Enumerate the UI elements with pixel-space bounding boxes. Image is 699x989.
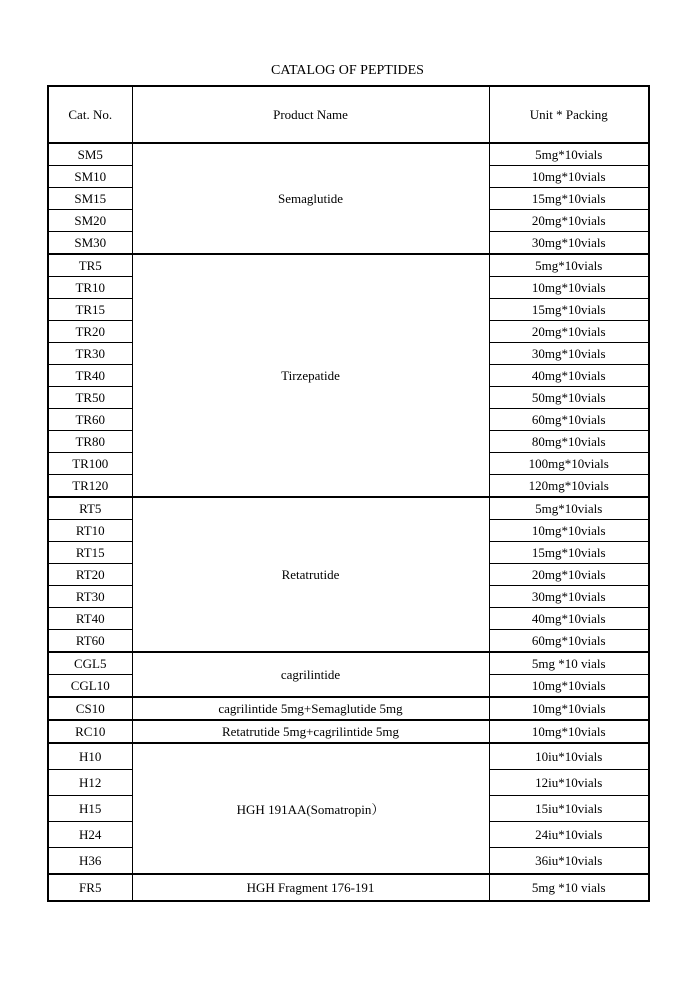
cat-no-cell: RT20 [48, 564, 132, 586]
table-row [48, 720, 649, 743]
product-name-cell: HGH 191AA(Somatropin） [132, 743, 489, 874]
cat-no-cell: CGL5 [48, 652, 132, 675]
unit-packing-cell: 15iu*10vials [489, 796, 649, 822]
cat-no-cell: SM5 [48, 143, 132, 166]
unit-packing-cell: 40mg*10vials [489, 608, 649, 630]
product-name-cell: Retatrutide 5mg+cagrilintide 5mg [132, 720, 489, 743]
cat-no-cell: H10 [48, 743, 132, 770]
table-row [48, 497, 649, 520]
cat-no-cell: TR40 [48, 365, 132, 387]
cat-no-cell: H12 [48, 770, 132, 796]
unit-packing-cell: 120mg*10vials [489, 475, 649, 498]
unit-packing-cell: 10iu*10vials [489, 743, 649, 770]
cat-no-cell: TR80 [48, 431, 132, 453]
cat-no-cell: H24 [48, 822, 132, 848]
cat-no-cell: TR100 [48, 453, 132, 475]
table-body [48, 143, 649, 901]
cat-no-cell: RT10 [48, 520, 132, 542]
unit-packing-cell: 12iu*10vials [489, 770, 649, 796]
header-cat-no: Cat. No. [48, 86, 132, 143]
cat-no-cell: TR50 [48, 387, 132, 409]
cat-no-cell: CGL10 [48, 675, 132, 698]
unit-packing-cell: 5mg*10vials [489, 497, 649, 520]
page-title: CATALOG OF PEPTIDES [271, 63, 424, 78]
product-name-cell: cagrilintide [132, 652, 489, 697]
unit-packing-cell: 80mg*10vials [489, 431, 649, 453]
cat-no-cell: H36 [48, 848, 132, 875]
unit-packing-cell: 36iu*10vials [489, 848, 649, 875]
header-unit-packing: Unit * Packing [489, 86, 649, 143]
cat-no-cell: SM10 [48, 166, 132, 188]
product-name-cell: cagrilintide 5mg+Semaglutide 5mg [132, 697, 489, 720]
cat-no-cell: TR60 [48, 409, 132, 431]
unit-packing-cell: 60mg*10vials [489, 630, 649, 653]
cat-no-cell: TR15 [48, 299, 132, 321]
table-row [48, 697, 649, 720]
cat-no-cell: RT15 [48, 542, 132, 564]
catalog-table [47, 85, 650, 902]
unit-packing-cell: 10mg*10vials [489, 720, 649, 743]
cat-no-cell: TR30 [48, 343, 132, 365]
unit-packing-cell: 10mg*10vials [489, 166, 649, 188]
cat-no-cell: RT30 [48, 586, 132, 608]
unit-packing-cell: 5mg *10 vials [489, 652, 649, 675]
cat-no-cell: CS10 [48, 697, 132, 720]
product-name-cell: Tirzepatide [132, 254, 489, 497]
unit-packing-cell: 5mg *10 vials [489, 874, 649, 901]
table-header-row [48, 86, 649, 143]
unit-packing-cell: 100mg*10vials [489, 453, 649, 475]
unit-packing-cell: 60mg*10vials [489, 409, 649, 431]
cat-no-cell: RT5 [48, 497, 132, 520]
cat-no-cell: TR10 [48, 277, 132, 299]
cat-no-cell: SM20 [48, 210, 132, 232]
cat-no-cell: RC10 [48, 720, 132, 743]
catalog-document [47, 63, 648, 902]
table-row [48, 743, 649, 770]
table-row [48, 143, 649, 166]
cat-no-cell: RT40 [48, 608, 132, 630]
header-product-name: Product Name [132, 86, 489, 143]
cat-no-cell: SM30 [48, 232, 132, 255]
unit-packing-cell: 10mg*10vials [489, 697, 649, 720]
unit-packing-cell: 10mg*10vials [489, 675, 649, 698]
unit-packing-cell: 20mg*10vials [489, 564, 649, 586]
product-name-cell: Semaglutide [132, 143, 489, 254]
unit-packing-cell: 10mg*10vials [489, 277, 649, 299]
unit-packing-cell: 15mg*10vials [489, 188, 649, 210]
unit-packing-cell: 30mg*10vials [489, 586, 649, 608]
unit-packing-cell: 20mg*10vials [489, 210, 649, 232]
product-name-cell: HGH Fragment 176-191 [132, 874, 489, 901]
cat-no-cell: TR120 [48, 475, 132, 498]
table-row [48, 254, 649, 277]
unit-packing-cell: 24iu*10vials [489, 822, 649, 848]
product-name-cell: Retatrutide [132, 497, 489, 652]
cat-no-cell: TR20 [48, 321, 132, 343]
unit-packing-cell: 30mg*10vials [489, 343, 649, 365]
table-row [48, 874, 649, 901]
cat-no-cell: FR5 [48, 874, 132, 901]
unit-packing-cell: 15mg*10vials [489, 542, 649, 564]
unit-packing-cell: 5mg*10vials [489, 254, 649, 277]
unit-packing-cell: 50mg*10vials [489, 387, 649, 409]
unit-packing-cell: 10mg*10vials [489, 520, 649, 542]
cat-no-cell: TR5 [48, 254, 132, 277]
unit-packing-cell: 5mg*10vials [489, 143, 649, 166]
unit-packing-cell: 40mg*10vials [489, 365, 649, 387]
cat-no-cell: H15 [48, 796, 132, 822]
cat-no-cell: RT60 [48, 630, 132, 653]
unit-packing-cell: 30mg*10vials [489, 232, 649, 255]
unit-packing-cell: 20mg*10vials [489, 321, 649, 343]
unit-packing-cell: 15mg*10vials [489, 299, 649, 321]
cat-no-cell: SM15 [48, 188, 132, 210]
table-row [48, 652, 649, 675]
